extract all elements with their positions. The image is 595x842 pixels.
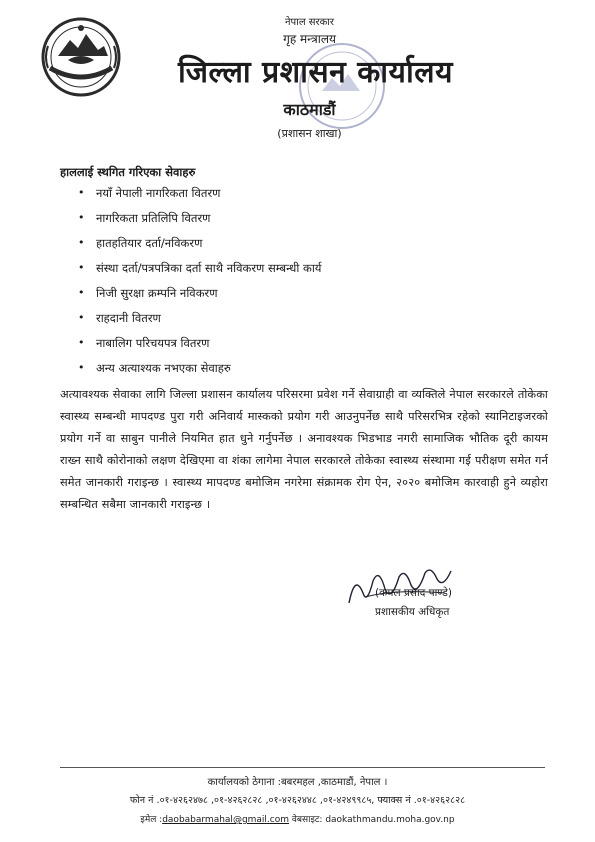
footer-divider xyxy=(60,767,545,768)
signatory-title: प्रशासकीय अधिकृत xyxy=(375,606,450,618)
list-item xyxy=(78,209,321,234)
list-item xyxy=(78,334,321,359)
ministry-name: गृह मन्त्रालय xyxy=(283,32,336,46)
service-label: संस्था दर्ता/पत्रपत्रिका दर्ता साथै नविकरण सम्बन्धी कार्य xyxy=(96,261,322,275)
list-item xyxy=(78,284,321,309)
bullet-icon: • xyxy=(78,361,85,374)
office-title: जिल्ला प्रशासन कार्यालय xyxy=(178,55,453,90)
service-label: निजी सुरक्षा क्रम्पनि नविकरण xyxy=(96,286,218,300)
service-label: नाबालिग परिचयपत्र वितरण xyxy=(96,336,210,350)
footer-contact xyxy=(0,812,595,825)
list-item xyxy=(78,359,321,384)
bullet-icon: • xyxy=(78,336,85,349)
notice-body: अत्यावश्यक सेवाका लागि जिल्ला प्रशासन कार्यालय परिसरमा प्रवेश गर्ने सेवाग्राही वा व्यक्तिले नेपाल सरकारले तोकेका स्वास्थ्य सम्बन्धी मापदण्ड पुरा गरी अनिवार्य मास्कको प्रयोग गरी आउनुपर्नेछ साथै परिसरभित्र रहेको स्यानिटाइजरको प्रयोग गर्ने वा साबुन पानीले नियमित हात धुने गर्नुपर्नेछ । अनावश्यक भिडभाड नगरी सामाजिक भौतिक दूरी कायम राख्न साथै कोरोनाको लक्षण देखिएमा वा शंका लागेमा नेपाल सरकारले तोकेका स्वास्थ्य संस्थामा गई परीक्षण समेत गर्न समेत जानकारी गराइन्छ । स्वास्थ्य मापदण्ड बमोजिम नगरेमा संक्रामक रोग ऐन, २०२० बमोजिम कारवाही हुने व्यहोरा सम्बन्धित सबैमा जानकारी गराइन्छ । xyxy=(60,388,548,511)
bullet-icon: • xyxy=(78,211,85,224)
service-label: अन्य अत्याश्यक नभएका सेवाहरु xyxy=(96,361,231,375)
signatory-name: (कमल प्रसाद पाण्डे) xyxy=(375,587,452,599)
website-link[interactable]: daokathmandu.moha.gov.np xyxy=(325,815,455,825)
bullet-icon: • xyxy=(78,261,85,274)
footer-phone: फोन नं .०१-४२६२४७८ ,०१-४२६२८२८ ,०१-४२६२४४८ ,०१-४२४९९८५, फ्याक्स नं .०१-४२६२८२८ xyxy=(129,795,466,806)
government-name: नेपाल सरकार xyxy=(285,17,334,28)
bullet-icon: • xyxy=(78,286,85,299)
service-label: हातहतियार दर्ता/नविकरण xyxy=(96,236,203,250)
list-item xyxy=(78,234,321,259)
list-item xyxy=(78,309,321,334)
suspended-services-list xyxy=(78,184,321,384)
website-label: वेबसाइट: xyxy=(289,815,326,825)
footer-address: कार्यालयको ठेगाना :बबरमहल ,काठमाडौं, नेपाल । xyxy=(207,777,388,788)
email-link[interactable]: daobabarmahal@gmail.com xyxy=(162,815,290,825)
service-label: राहदानी वितरण xyxy=(96,311,161,325)
suspended-services-heading: हाललाई स्थगित गरिएका सेवाहरु xyxy=(60,165,196,179)
list-item xyxy=(78,259,321,284)
email-label: इमेल : xyxy=(140,815,163,825)
bullet-icon: • xyxy=(78,186,85,199)
bullet-icon: • xyxy=(78,311,85,324)
bullet-icon: • xyxy=(78,236,85,249)
list-item xyxy=(78,184,321,209)
section-name: (प्रशासन शाखा) xyxy=(277,127,342,140)
service-label: नागरिकता प्रतिलिपि वितरण xyxy=(96,211,211,225)
district-name: काठमाडौं xyxy=(283,100,336,119)
service-label: नयाँ नेपाली नागरिकता वितरण xyxy=(96,186,221,200)
